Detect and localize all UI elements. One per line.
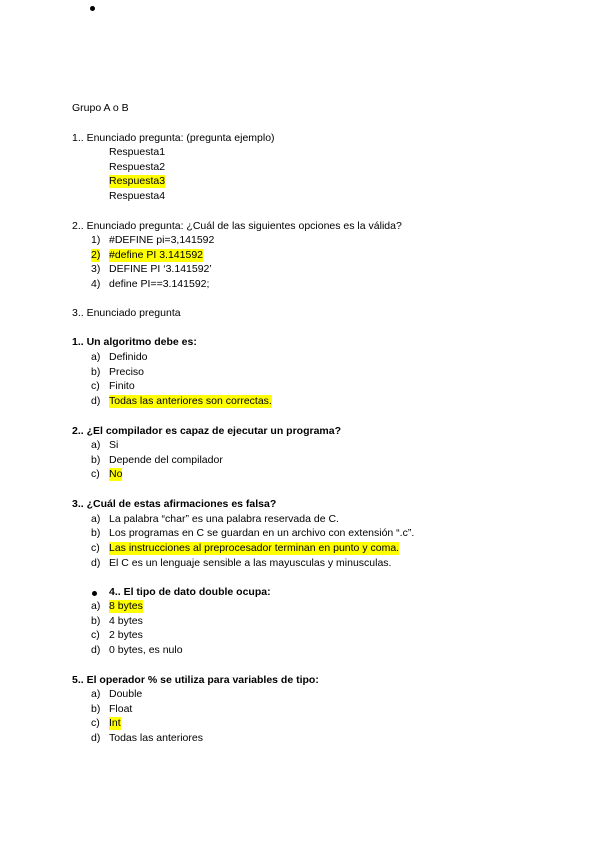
sample-question-2-marker-4: 4) [91, 278, 101, 290]
question-2-title: 2.. ¿El compilador es capaz de ejecutar un programa? [72, 425, 341, 437]
question-3-marker-c: c) [91, 542, 100, 554]
sample-question-2-marker-3: 3) [91, 263, 101, 275]
question-4-answer-c: 2 bytes [109, 629, 143, 641]
sample-question-1-answer-3: Respuesta3 [109, 175, 166, 187]
sample-question-2-answer-2: #define PI 3.141592 [109, 249, 203, 261]
question-1-marker-b: b) [91, 366, 101, 378]
question-5-answer-c: Int [109, 717, 121, 729]
question-2-answer-c: No [109, 468, 123, 480]
sample-question-2-title: 2.. Enunciado pregunta: ¿Cuál de las siguientes opciones es la válida? [72, 220, 402, 232]
question-1-title: 1.. Un algoritmo debe es: [72, 336, 197, 348]
question-4-answer-a: 8 bytes [109, 600, 143, 612]
question-1-answer-d: Todas las anteriores son correctas. [109, 395, 272, 407]
question-5-marker-c: c) [91, 717, 100, 729]
question-1-marker-a: a) [91, 351, 101, 363]
question-3-marker-a: a) [91, 513, 101, 525]
question-2-marker-b: b) [91, 454, 101, 466]
question-5-marker-d: d) [91, 732, 101, 744]
sample-question-2-answer-3: DEFINE PI ‘3.141592’ [109, 263, 212, 275]
question-3-answer-c: Las instrucciones al preprocesador terminan en punto y coma. [109, 542, 400, 554]
question-5-answer-a: Double [109, 688, 143, 700]
question-3-title: 3.. ¿Cuál de estas afirmaciones es falsa? [72, 498, 277, 510]
question-1-answer-a: Definido [109, 351, 148, 363]
question-1-marker-d: d) [91, 395, 101, 407]
question-4-bullet-icon [92, 591, 97, 596]
question-3-answer-d: El C es un lenguaje sensible a las mayusculas y minusculas. [109, 557, 392, 569]
question-4-marker-c: c) [91, 629, 100, 641]
question-2-marker-a: a) [91, 439, 101, 451]
sample-question-2-marker-1: 1) [91, 234, 101, 246]
question-5-title: 5.. El operador % se utiliza para variables de tipo: [72, 674, 319, 686]
sample-question-3-title: 3.. Enunciado pregunta [72, 307, 181, 319]
question-4-marker-a: a) [91, 600, 101, 612]
question-2-answer-b: Depende del compilador [109, 454, 223, 466]
top-bullet-icon [90, 6, 95, 11]
question-3-answer-a: La palabra “char” es una palabra reservada de C. [109, 513, 339, 525]
sample-question-1-answer-2: Respuesta2 [109, 161, 166, 173]
question-5-answer-b: Float [109, 703, 133, 715]
question-4-answer-d: 0 bytes, es nulo [109, 644, 183, 656]
sample-question-2-answer-4: define PI==3.141592; [109, 278, 210, 290]
sample-question-1-title: 1.. Enunciado pregunta: (pregunta ejemplo) [72, 132, 275, 144]
question-2-marker-c: c) [91, 468, 100, 480]
question-3-answer-b: Los programas en C se guardan en un archivo con extensión “.c”. [109, 527, 415, 539]
group-title: Grupo A o B [72, 102, 129, 114]
sample-question-1-answer-1: Respuesta1 [109, 146, 166, 158]
question-1-answer-b: Preciso [109, 366, 145, 378]
question-1-answer-c: Finito [109, 380, 135, 392]
question-4-marker-d: d) [91, 644, 101, 656]
question-5-answer-d: Todas las anteriores [109, 732, 203, 744]
question-2-answer-a: Si [109, 439, 119, 451]
question-4-answer-b: 4 bytes [109, 615, 143, 627]
sample-question-1-answer-4: Respuesta4 [109, 190, 166, 202]
question-3-marker-d: d) [91, 557, 101, 569]
question-4-marker-b: b) [91, 615, 101, 627]
question-3-marker-b: b) [91, 527, 101, 539]
question-5-marker-a: a) [91, 688, 101, 700]
question-1-marker-c: c) [91, 380, 100, 392]
question-4-title: 4.. El tipo de dato double ocupa: [109, 586, 271, 598]
question-5-marker-b: b) [91, 703, 101, 715]
sample-question-2-answer-1: #DEFINE pi=3,141592 [109, 234, 215, 246]
sample-question-2-marker-2: 2) [91, 249, 101, 261]
